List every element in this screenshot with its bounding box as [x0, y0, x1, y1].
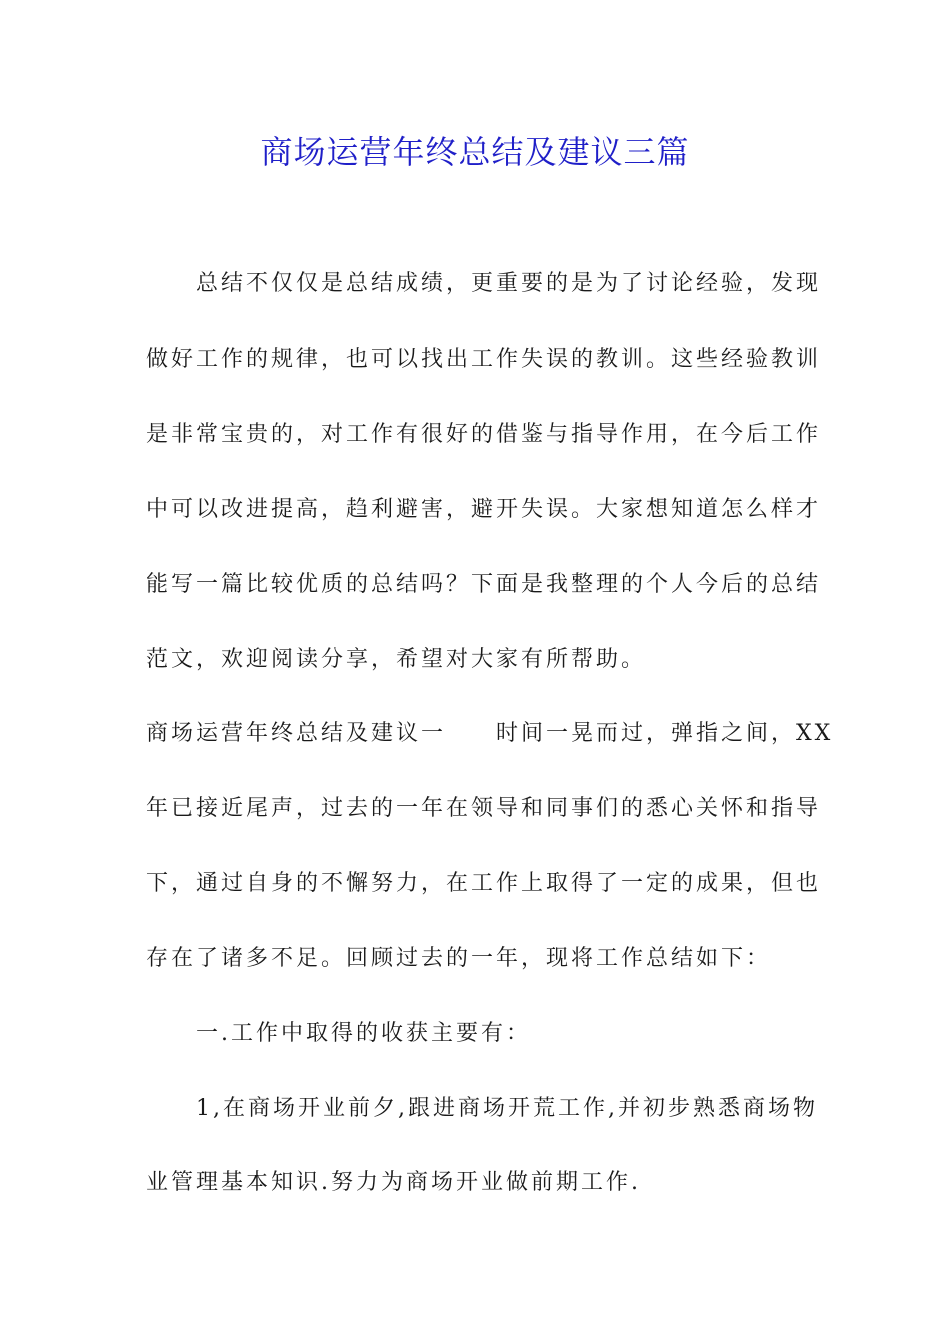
item1-line-1: 1,在商场开业前夕,跟进商场开荒工作,并初步熟悉商场物	[196, 1096, 818, 1121]
intro-line-5: 能写一篇比较优质的总结吗？下面是我整理的个人今后的总结	[146, 572, 822, 597]
item1-line-2: 业管理基本知识.努力为商场开业做前期工作.	[146, 1170, 641, 1195]
section1-line-3: 下，通过自身的不懈努力，在工作上取得了一定的成果，但也	[146, 871, 822, 896]
section1-line-2: 年已接近尾声，过去的一年在领导和同事们的悉心关怀和指导	[146, 796, 822, 821]
section1-line-4: 存在了诸多不足。回顾过去的一年，现将工作总结如下：	[146, 946, 772, 971]
section1-first-line	[146, 717, 833, 751]
intro-line-1: 总结不仅仅是总结成绩，更重要的是为了讨论经验，发现	[196, 271, 822, 296]
subheading: 一.工作中取得的收获主要有：	[196, 1021, 531, 1046]
intro-line-6: 范文，欢迎阅读分享，希望对大家有所帮助。	[146, 647, 647, 672]
intro-line-4: 中可以改进提高，趋利避害，避开失误。大家想知道怎么样才	[146, 497, 822, 522]
intro-line-3: 是非常宝贵的，对工作有很好的借鉴与指导作用，在今后工作	[146, 422, 822, 447]
intro-line-2: 做好工作的规律，也可以找出工作失误的教训。这些经验教训	[146, 347, 822, 372]
section1-line-1: 时间一晃而过，弹指之间，XX	[496, 721, 834, 746]
section1-heading: 商场运营年终总结及建议一	[146, 721, 447, 746]
document-title: 商场运营年终总结及建议三篇	[260, 133, 690, 171]
